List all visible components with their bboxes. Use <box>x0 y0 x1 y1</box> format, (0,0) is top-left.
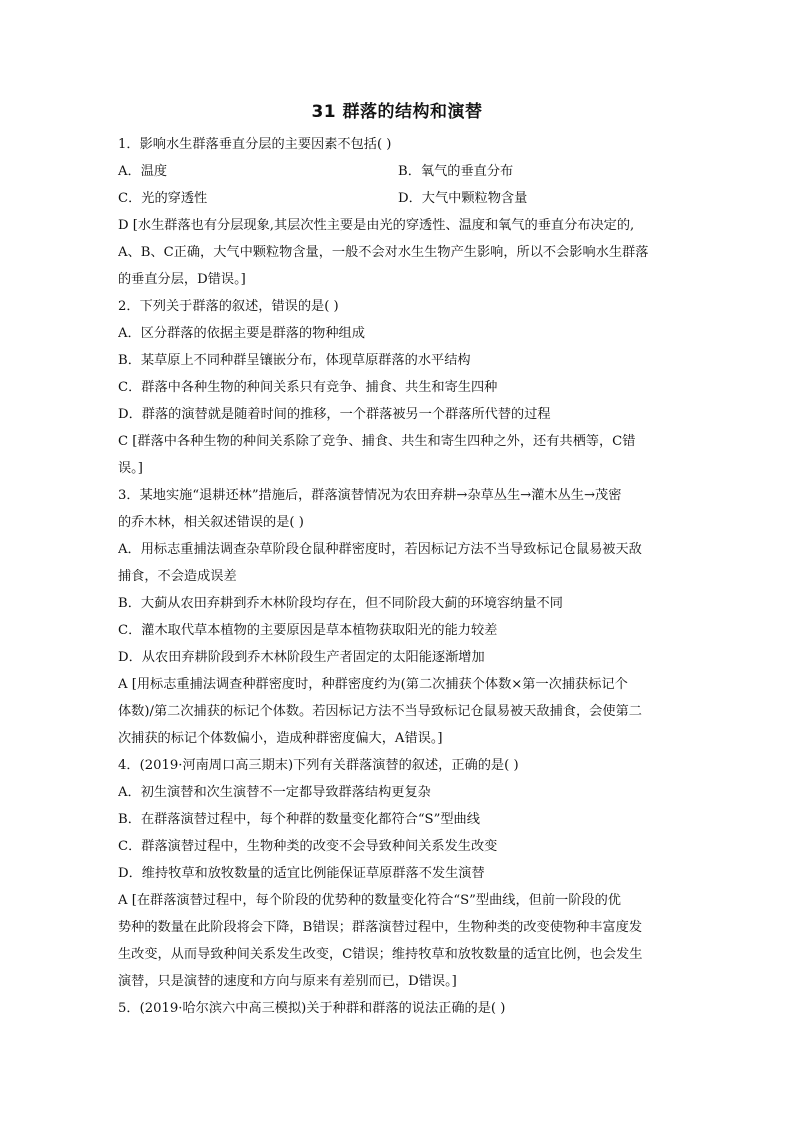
question-3-stem-line: 3．某地实施“退耕还林”措施后，群落演替情况为农田弃耕→杂草丛生→灌木丛生→茂密 <box>118 488 622 503</box>
question-1-options-row-1 <box>118 158 678 185</box>
question-4-option-a: A．初生演替和次生演替不一定都导致群落结构更复杂 <box>118 785 431 800</box>
question-3-option-a: A．用标志重捕法调查杂草阶段仓鼠种群密度时，若因标记方法不当导致标记仓鼠易被天敌 <box>118 542 642 557</box>
question-4-answer-line: A [在群落演替过程中，每个阶段的优势种的数量变化符合“S”型曲线，但前一阶段的优 <box>118 893 621 908</box>
question-3-option-d: D．从农田弃耕阶段到乔木林阶段生产者固定的太阳能逐渐增加 <box>118 650 485 665</box>
question-1-option-d: D．大气中颗粒物含量 <box>398 191 528 206</box>
question-1-stem: 1．影响水生群落垂直分层的主要因素不包括( ) <box>118 137 392 152</box>
question-3-answer-line: A [用标志重捕法调查种群密度时，种群密度约为(第二次捕获个体数×第一次捕获标记个 <box>118 677 628 692</box>
question-1-option-c: C．光的穿透性 <box>118 191 208 206</box>
question-content <box>118 131 678 1022</box>
question-2-answer-line: 误。] <box>118 461 143 476</box>
question-3-option-c: C．灌木取代草本植物的主要原因是草本植物获取阳光的能力较差 <box>118 623 498 638</box>
question-1-option-b: B．氧气的垂直分布 <box>398 164 514 179</box>
question-2-stem: 2．下列关于群落的叙述，错误的是( ) <box>118 299 339 314</box>
question-2-option-c: C．群落中各种生物的种间关系只有竞争、捕食、共生和寄生四种 <box>118 380 498 395</box>
question-4-stem: 4．(2019·河南周口高三期末)下列有关群落演替的叙述，正确的是( ) <box>118 758 519 773</box>
question-3-option-b: B．大蓟从农田弃耕到乔木林阶段均存在，但不同阶段大蓟的环境容纳量不同 <box>118 596 563 611</box>
question-4-option-d: D．维持牧草和放牧数量的适宜比例能保证草原群落不发生演替 <box>118 866 485 881</box>
question-3-option-a-cont: 捕食，不会造成误差 <box>118 569 237 584</box>
question-2-answer-line: C [群落中各种生物的种间关系除了竞争、捕食、共生和寄生四种之外，还有共栖等，C错 <box>118 434 636 449</box>
question-4-answer-line: 演替，只是演替的速度和方向与原来有差别而已，D错误。] <box>118 974 457 989</box>
question-3-answer-line: 次捕获的标记个体数偏小，造成种群密度偏大，A错误。] <box>118 731 443 746</box>
question-2-option-a: A．区分群落的依据主要是群落的物种组成 <box>118 326 365 341</box>
page-title: 31 群落的结构和演替 <box>311 102 483 122</box>
question-4-option-c: C．群落演替过程中，生物种类的改变不会导致种间关系发生改变 <box>118 839 498 854</box>
question-3-stem-line: 的乔木林，相关叙述错误的是( ) <box>118 515 304 530</box>
question-2-option-b: B．某草原上不同种群呈镶嵌分布，体现草原群落的水平结构 <box>118 353 471 368</box>
question-3-answer-line: 体数)/第二次捕获的标记个体数。若因标记方法不当导致标记仓鼠易被天敌捕食，会使第二 <box>118 704 642 719</box>
question-1-answer-line: D [水生群落也有分层现象,其层次性主要是由光的穿透性、温度和氧气的垂直分布决定的, <box>118 218 635 233</box>
question-1-answer-line: 的垂直分层，D错误。] <box>118 272 246 287</box>
question-4-answer-line: 生改变，从而导致种间关系发生改变，C错误；维持牧草和放牧数量的适宜比例，也会发生 <box>118 947 643 962</box>
question-1-option-a: A．温度 <box>118 164 168 179</box>
question-1-options-row-2 <box>118 185 678 212</box>
question-1-answer-line: A、B、C正确，大气中颗粒物含量，一般不会对水生生物产生影响，所以不会影响水生群落 <box>118 245 649 260</box>
question-4-option-b: B．在群落演替过程中，每个种群的数量变化都符合“S”型曲线 <box>118 812 480 827</box>
question-4-answer-line: 势种的数量在此阶段将会下降，B错误；群落演替过程中，生物种类的改变使物种丰富度发 <box>118 920 642 935</box>
question-2-option-d: D．群落的演替就是随着时间的推移，一个群落被另一个群落所代替的过程 <box>118 407 551 422</box>
question-5-stem: 5．(2019·哈尔滨六中高三模拟)关于种群和群落的说法正确的是( ) <box>118 1001 506 1016</box>
